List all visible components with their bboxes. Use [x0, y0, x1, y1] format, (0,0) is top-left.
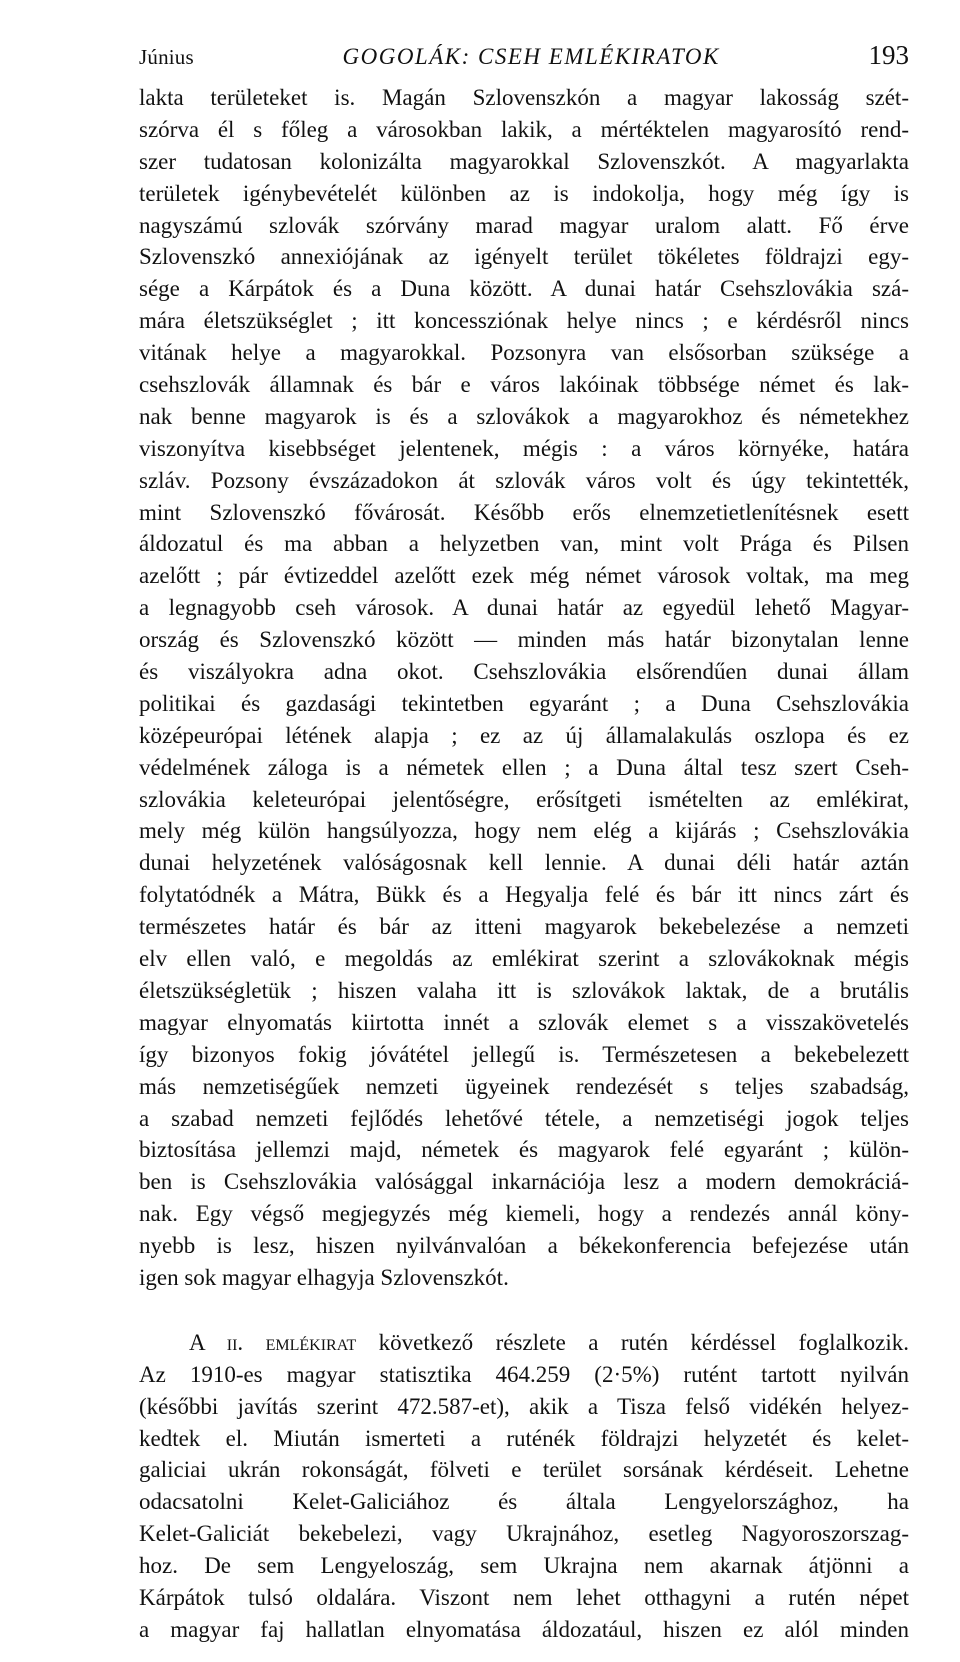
- text-line: lakta területeket is. Magán Szlovenszkón a magyar lakosság szét-: [139, 85, 909, 110]
- text-line: nak benne magyarok is és a szlovákok a magyarokhoz és németekhez: [139, 403, 909, 429]
- text-line: más nemzetiségűek nemzeti ügyeinek rendezését s teljes szabadság,: [139, 1073, 909, 1099]
- text-line: folytatódnék a Mátra, Bükk és a Hegyalja felé és bár itt nincs zárt és: [139, 882, 909, 908]
- text-line: biztosítása jellemzi majd, németek és magyarok felé egyaránt ; külön-: [139, 1137, 909, 1163]
- text-line: Kárpátok tulsó oldalára. Viszont nem lehet otthagyni a rutén népet: [139, 1584, 909, 1610]
- text-line: szórva él s főleg a városokban lakik, a mértéktelen magyarosító rend-: [139, 116, 909, 142]
- text-line: dunai helyzetének valóságosnak kell lennie. A dunai déli határ aztán: [139, 850, 909, 876]
- text-line: (későbbi javítás szerint 472.587-et), akik a Tisza felső vidékén helyez-: [139, 1393, 909, 1419]
- text-line: a legnagyobb cseh városok. A dunai határ az egyedül lehető Magyar-: [139, 595, 909, 621]
- paragraph-gap: [139, 1294, 909, 1327]
- paragraph-2: [139, 1327, 909, 1646]
- text-line: politikai és gazdasági tekintetben egyaránt ; a Duna Csehszlovákia: [139, 690, 909, 716]
- text-line: mára életszükséglet ; itt koncessziónak helye nincs ; e kérdésről nincs: [139, 308, 909, 334]
- text-line: Kelet-Galiciát bekebelezi, vagy Ukrajnához, esetleg Nagyoroszorszag-: [139, 1521, 909, 1547]
- text-line: szer tudatosan kolonizálta magyarokkal Szlovenszkót. A magyarlakta: [139, 148, 909, 174]
- text-line: vitának helye a magyarokkal. Pozsonyra van elsősorban szüksége a: [139, 340, 909, 366]
- running-header: [139, 40, 909, 82]
- header-title: GOGOLÁK: CSEH EMLÉKIRATOK: [342, 44, 720, 69]
- text-line: nagyszámú szlovák szórvány marad magyar uralom alatt. Fő érve: [139, 212, 909, 238]
- header-month: Június: [139, 45, 194, 69]
- text-line: szláv. Pozsony évszázadokon át szlovák város volt és úgy tekintették,: [139, 467, 909, 493]
- text-line: kedtek el. Miután ismerteti a ruténék földrajzi helyzetét és kelet-: [139, 1425, 909, 1451]
- text-line: Az 1910-es magyar statisztika 464.259 (2·5%) rutént tartott nyilván: [139, 1361, 909, 1387]
- text-line: viszonyítva kisebbséget jelentenek, mégis : a város környéke, határa: [139, 435, 909, 461]
- paragraph-1: [139, 82, 909, 1294]
- text-line: így bizonyos fokig jóvátétel jellegű is. Természetesen a bekebelezett: [139, 1041, 909, 1067]
- emlekirat-heading: ii. emlékirat: [226, 1329, 357, 1355]
- text-line: szlovákia keleteurópai jelentőségre, erősítgeti ismételten az emlékirat,: [139, 786, 909, 812]
- text-line: magyar elnyomatás kiirtotta innét a szlovák elemet s a visszakövetelés: [139, 1009, 909, 1035]
- text-line: nyebb is lesz, hiszen nyilvánvalóan a békekonferencia befejezése után: [139, 1233, 909, 1259]
- text-line: a szabad nemzeti fejlődés lehetővé tétele, a nemzetiségi jogok teljes: [139, 1105, 909, 1131]
- text-line: igen sok magyar elhagyja Szlovenszkót.: [139, 1264, 509, 1290]
- text-line: galiciai ukrán rokonságát, fölveti e terület sorsának kérdéseit. Lehetne: [139, 1457, 909, 1483]
- text-line: középeurópai létének alapja ; ez az új államalakulás oszlopa és ez: [139, 722, 909, 748]
- text-line: védelmének záloga is a németek ellen ; a Duna által tesz szert Cseh-: [139, 754, 909, 780]
- text-line: életszükségletük ; hiszen valaha itt is szlovákok laktak, de a brutális: [139, 977, 909, 1003]
- text-line: mint Szlovenszkó fővárosát. Később erős elnemzetietlenítésnek esett: [139, 499, 909, 525]
- text-line: a magyar faj hallatlan elnyomatása áldozatául, hiszen ez alól minden: [139, 1616, 909, 1642]
- text-line: azelőtt ; pár évtizeddel azelőtt ezek még német városok voltak, ma meg: [139, 563, 909, 589]
- text-line: áldozatul és ma abban a helyzetben van, mint volt Prága és Pilsen: [139, 531, 909, 557]
- text-line: sége a Kárpátok és a Duna között. A dunai határ Csehszlovákia szá-: [139, 276, 909, 302]
- text-line: odacsatolni Kelet-Galiciához és általa Lengyelországhoz, ha: [139, 1489, 909, 1515]
- text-line: ország és Szlovenszkó között — minden más határ bizonytalan lenne: [139, 627, 909, 653]
- text-line: és viszályokra adna okot. Csehszlovákia elsőrendűen dunai állam: [139, 659, 909, 685]
- text-line: területek igénybevételét különben az is indokolja, hogy még így is: [139, 180, 909, 206]
- text-line: csehszlovák államnak és bár e város lakóinak többsége német és lak-: [139, 372, 909, 398]
- text-line: elv ellen való, e megoldás az emlékirat szerint a szlovákoknak mégis: [139, 946, 909, 972]
- text-line: mely még külön hangsúlyozza, hogy nem elég a kijárás ; Csehszlovákia: [139, 818, 909, 844]
- paragraph-2-lead-rest: következő részlete a rutén kérdéssel foglalkozik.: [356, 1329, 910, 1355]
- text-line: Szlovenszkó annexiójának az igényelt terület tökéletes földrajzi egy-: [139, 244, 909, 270]
- text-line: ben is Csehszlovákia valósággal inkarnációja lesz a modern demokráciá-: [139, 1169, 909, 1195]
- text-line: természetes határ és bár az itteni magyarok bekebelezése a nemzeti: [139, 914, 909, 940]
- paragraph-2-lead-a: A: [189, 1329, 227, 1355]
- page-number: 193: [868, 40, 909, 70]
- paragraph-2-line: [139, 1327, 909, 1359]
- text-line: nak. Egy végső megjegyzés még kiemeli, hogy a rendezés annál köny-: [139, 1201, 909, 1227]
- text-line: hoz. De sem Lengyeloszág, sem Ukrajna nem akarnak átjönni a: [139, 1553, 909, 1579]
- document-page: [139, 40, 909, 1646]
